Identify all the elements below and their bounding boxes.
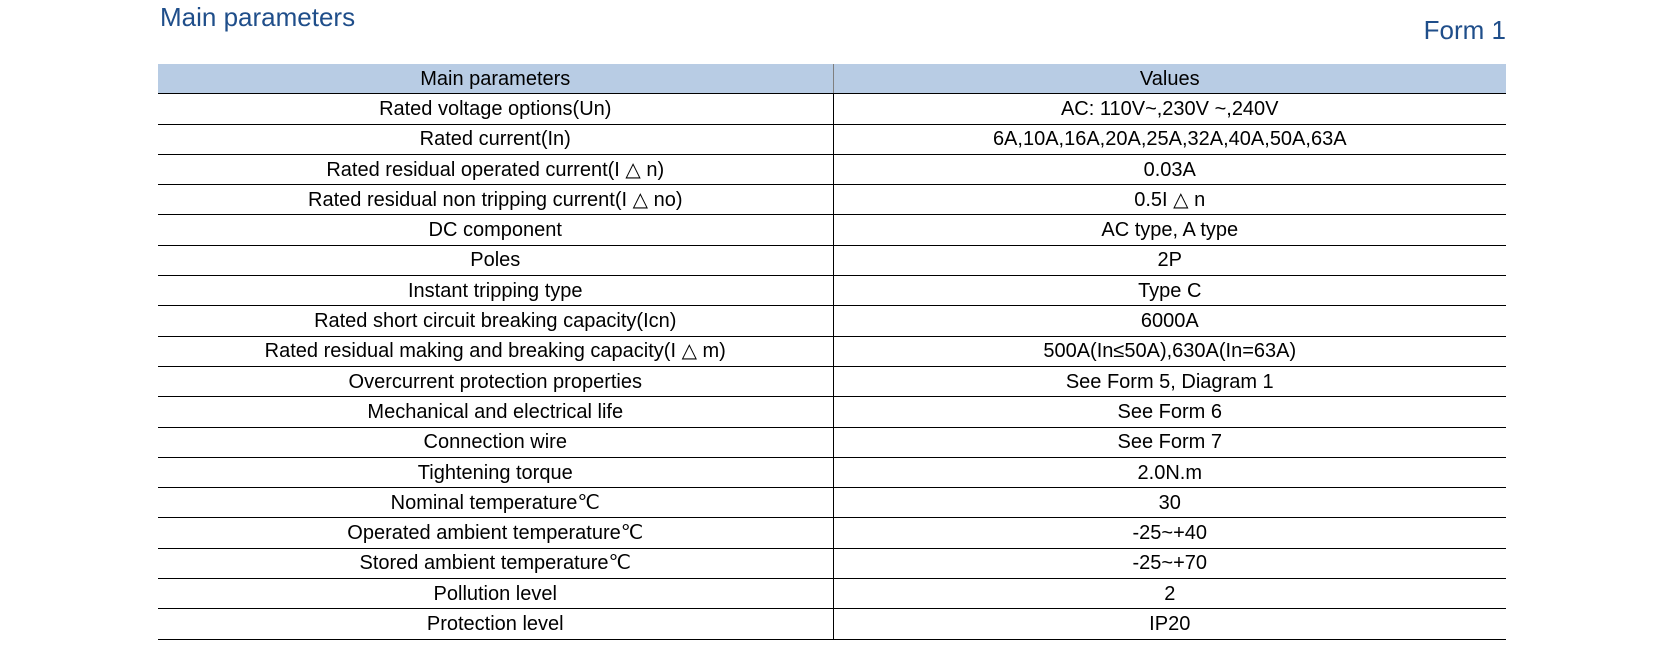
value-cell: AC type, A type [833, 215, 1506, 245]
parameter-cell: Rated residual making and breaking capacity(I △ m) [158, 336, 833, 366]
parameter-cell: Rated voltage options(Un) [158, 94, 833, 124]
table-row [158, 245, 1506, 275]
value-cell: 0.03A [833, 154, 1506, 184]
table-row [158, 94, 1506, 124]
table-row [158, 215, 1506, 245]
table-row [158, 488, 1506, 518]
value-cell: 2P [833, 245, 1506, 275]
parameter-cell: Pollution level [158, 579, 833, 609]
value-cell: See Form 5, Diagram 1 [833, 366, 1506, 396]
parameter-cell: Tightening torque [158, 457, 833, 487]
column-header-value: Values [833, 64, 1506, 94]
table-row [158, 154, 1506, 184]
parameter-cell: Protection level [158, 609, 833, 639]
parameter-cell: Connection wire [158, 427, 833, 457]
table-row [158, 518, 1506, 548]
parameter-cell: Mechanical and electrical life [158, 397, 833, 427]
column-header-parameter: Main parameters [158, 64, 833, 94]
parameter-cell: Nominal temperature℃ [158, 488, 833, 518]
form-label: Form 1 [1423, 15, 1506, 45]
parameter-cell: Rated current(In) [158, 124, 833, 154]
parameter-cell: Rated short circuit breaking capacity(Icn) [158, 306, 833, 336]
parameter-cell: Rated residual operated current(I △ n) [158, 154, 833, 184]
value-cell: 30 [833, 488, 1506, 518]
table-row [158, 306, 1506, 336]
table-row [158, 397, 1506, 427]
table-row [158, 609, 1506, 639]
table-row [158, 579, 1506, 609]
parameter-cell: Instant tripping type [158, 276, 833, 306]
value-cell: 2 [833, 579, 1506, 609]
value-cell: IP20 [833, 609, 1506, 639]
table-header-row [158, 64, 1506, 94]
value-cell: 0.5I △ n [833, 185, 1506, 215]
value-cell: 500A(In≤50A),630A(In=63A) [833, 336, 1506, 366]
value-cell: 6A,10A,16A,20A,25A,32A,40A,50A,63A [833, 124, 1506, 154]
value-cell: Type C [833, 276, 1506, 306]
value-cell: 6000A [833, 306, 1506, 336]
parameter-cell: Poles [158, 245, 833, 275]
parameter-cell: Rated residual non tripping current(I △ no) [158, 185, 833, 215]
parameter-cell: Stored ambient temperature℃ [158, 548, 833, 578]
section-title: Main parameters [160, 2, 356, 32]
table-row [158, 366, 1506, 396]
table-row [158, 276, 1506, 306]
table-row [158, 336, 1506, 366]
value-cell: -25~+40 [833, 518, 1506, 548]
value-cell: AC: 110V~,230V ~,240V [833, 94, 1506, 124]
value-cell: See Form 6 [833, 397, 1506, 427]
parameter-cell: DC component [158, 215, 833, 245]
value-cell: See Form 7 [833, 427, 1506, 457]
table-row [158, 427, 1506, 457]
table-row [158, 124, 1506, 154]
parameters-table [158, 64, 1506, 640]
value-cell: 2.0N.m [833, 457, 1506, 487]
parameter-cell: Operated ambient temperature℃ [158, 518, 833, 548]
table-row [158, 185, 1506, 215]
table-row [158, 457, 1506, 487]
parameter-cell: Overcurrent protection properties [158, 366, 833, 396]
table-row [158, 548, 1506, 578]
value-cell: -25~+70 [833, 548, 1506, 578]
